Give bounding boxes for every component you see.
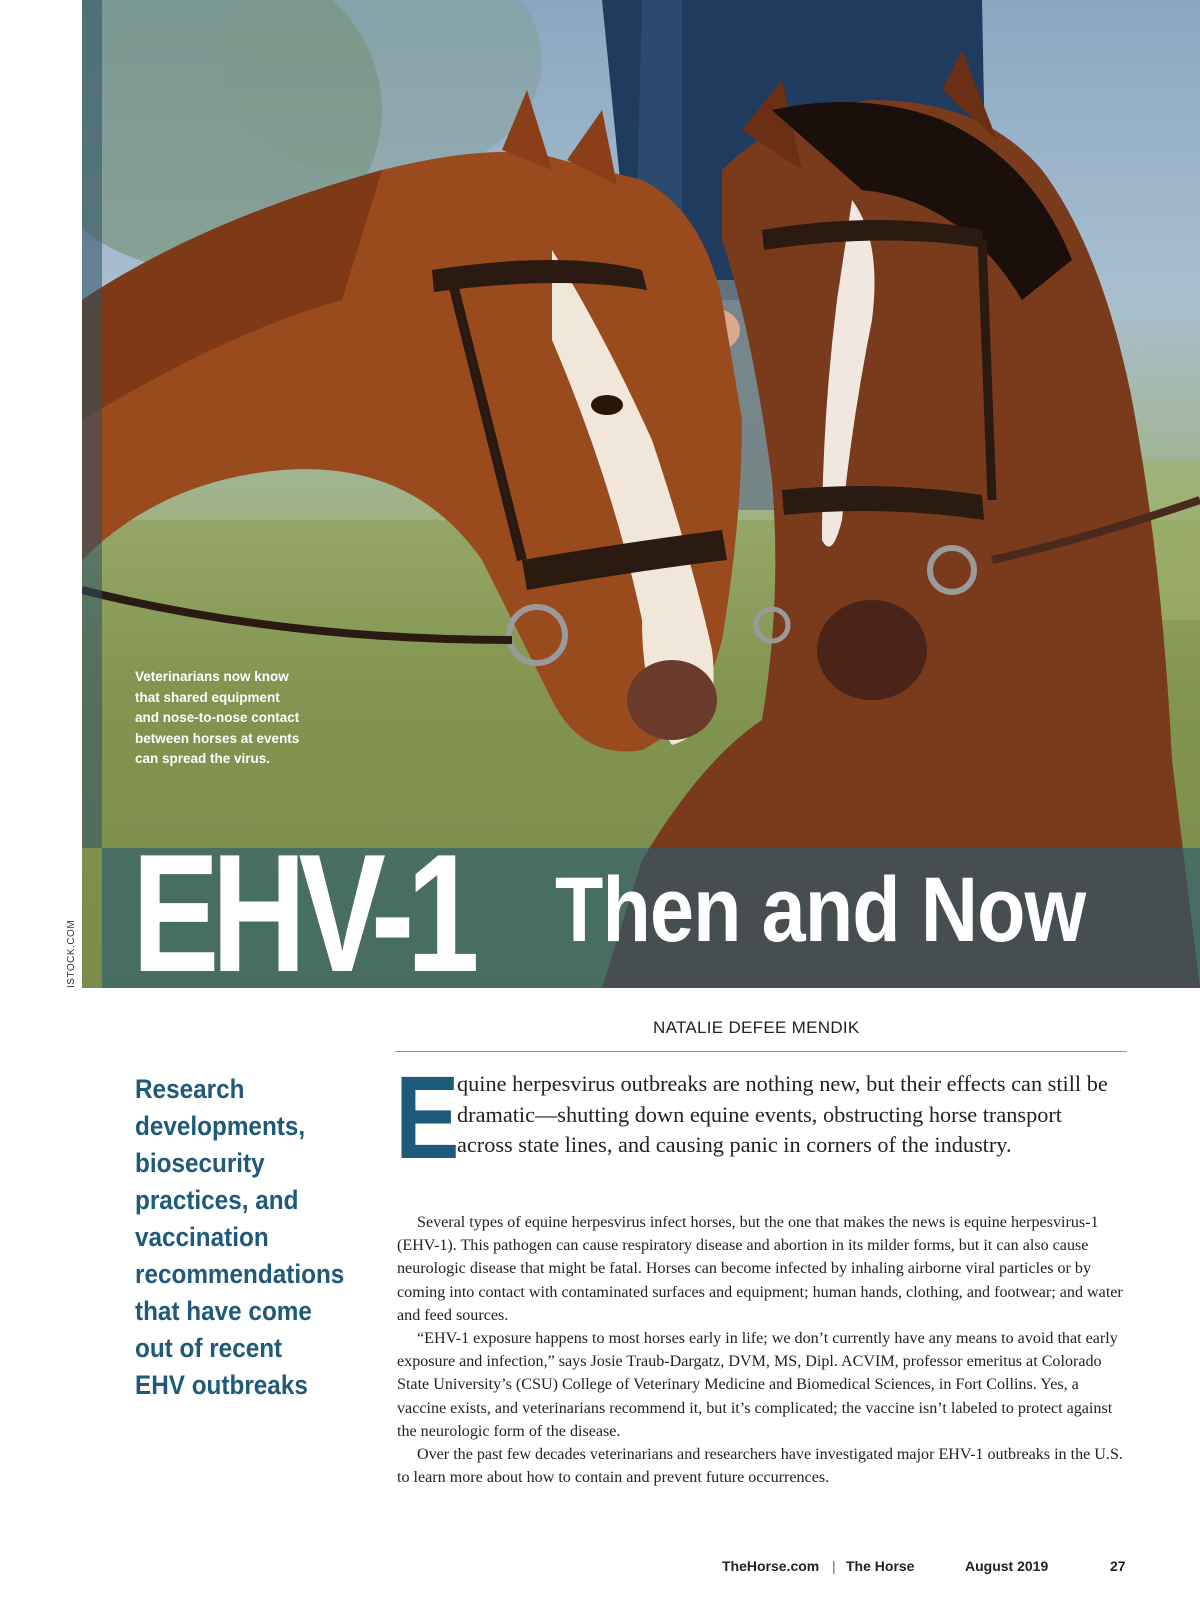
photo-edge-strip — [82, 0, 102, 848]
article-deck: Research developments, biosecurity practices, and vaccination recommendations that have come out of recent EHV outbreaks — [135, 1074, 345, 1400]
article-body — [397, 1211, 1125, 1489]
photo-caption: Veterinarians now know that shared equipment and nose-to-nose contact between horses at events can spread the virus. — [135, 669, 300, 766]
footer-separator: | — [832, 1558, 836, 1574]
footer-site: TheHorse.com — [722, 1558, 820, 1574]
article-title-main: EHV-1 — [132, 819, 472, 1007]
photo-credit: ISTOCK.COM — [66, 919, 77, 988]
body-paragraph: Several types of equine herpesvirus infect horses, but the one that makes the news is equine herpesvirus-1 (EHV-1). This pathogen can cause respiratory disease and abortion in its milder forms, but it can also cause neurologic disease that might be fatal. Horses can become infected by inhaling airborne viral particles or by coming into contact with contaminated surfaces and equipment; human hands, clothing, and footwear; and water and feed sources. — [397, 1214, 1123, 1324]
footer-date: August 2019 — [965, 1558, 1049, 1574]
byline-rule — [395, 1051, 1127, 1052]
lead-paragraph: quine herpesvirus outbreaks are nothing new, but their effects can still be dramatic—shutting down equine events, obstructing horse transport across state lines, and causing panic in corners of the industry. — [457, 1071, 1108, 1157]
drop-cap: E — [395, 1052, 460, 1184]
article-title-sub: Then and Now — [555, 859, 1086, 961]
byline: NATALIE DEFEE MENDIK — [653, 1018, 860, 1037]
body-paragraph: “EHV-1 exposure happens to most horses early in life; we don’t currently have any means to avoid that early exposure and infection,” says Josie Traub-Dargatz, DVM, MS, Dipl. ACVIM, professor emeritus at Colorado State University’s (CSU) College of Veterinary Medicine and Biomedical Sciences, in Fort Collins. Yes, a vaccine exists, and veterinarians recommend it, but it’s complicated; the vaccine isn’t labeled to protect against the neurologic form of the disease. — [397, 1330, 1118, 1440]
footer-magazine: The Horse — [846, 1558, 915, 1574]
body-paragraph: Over the past few decades veterinarians and researchers have investigated major EHV-1 outbreaks in the U.S. to learn more about how to contain and prevent future occurrences. — [397, 1446, 1123, 1487]
page-number: 27 — [1110, 1558, 1126, 1574]
